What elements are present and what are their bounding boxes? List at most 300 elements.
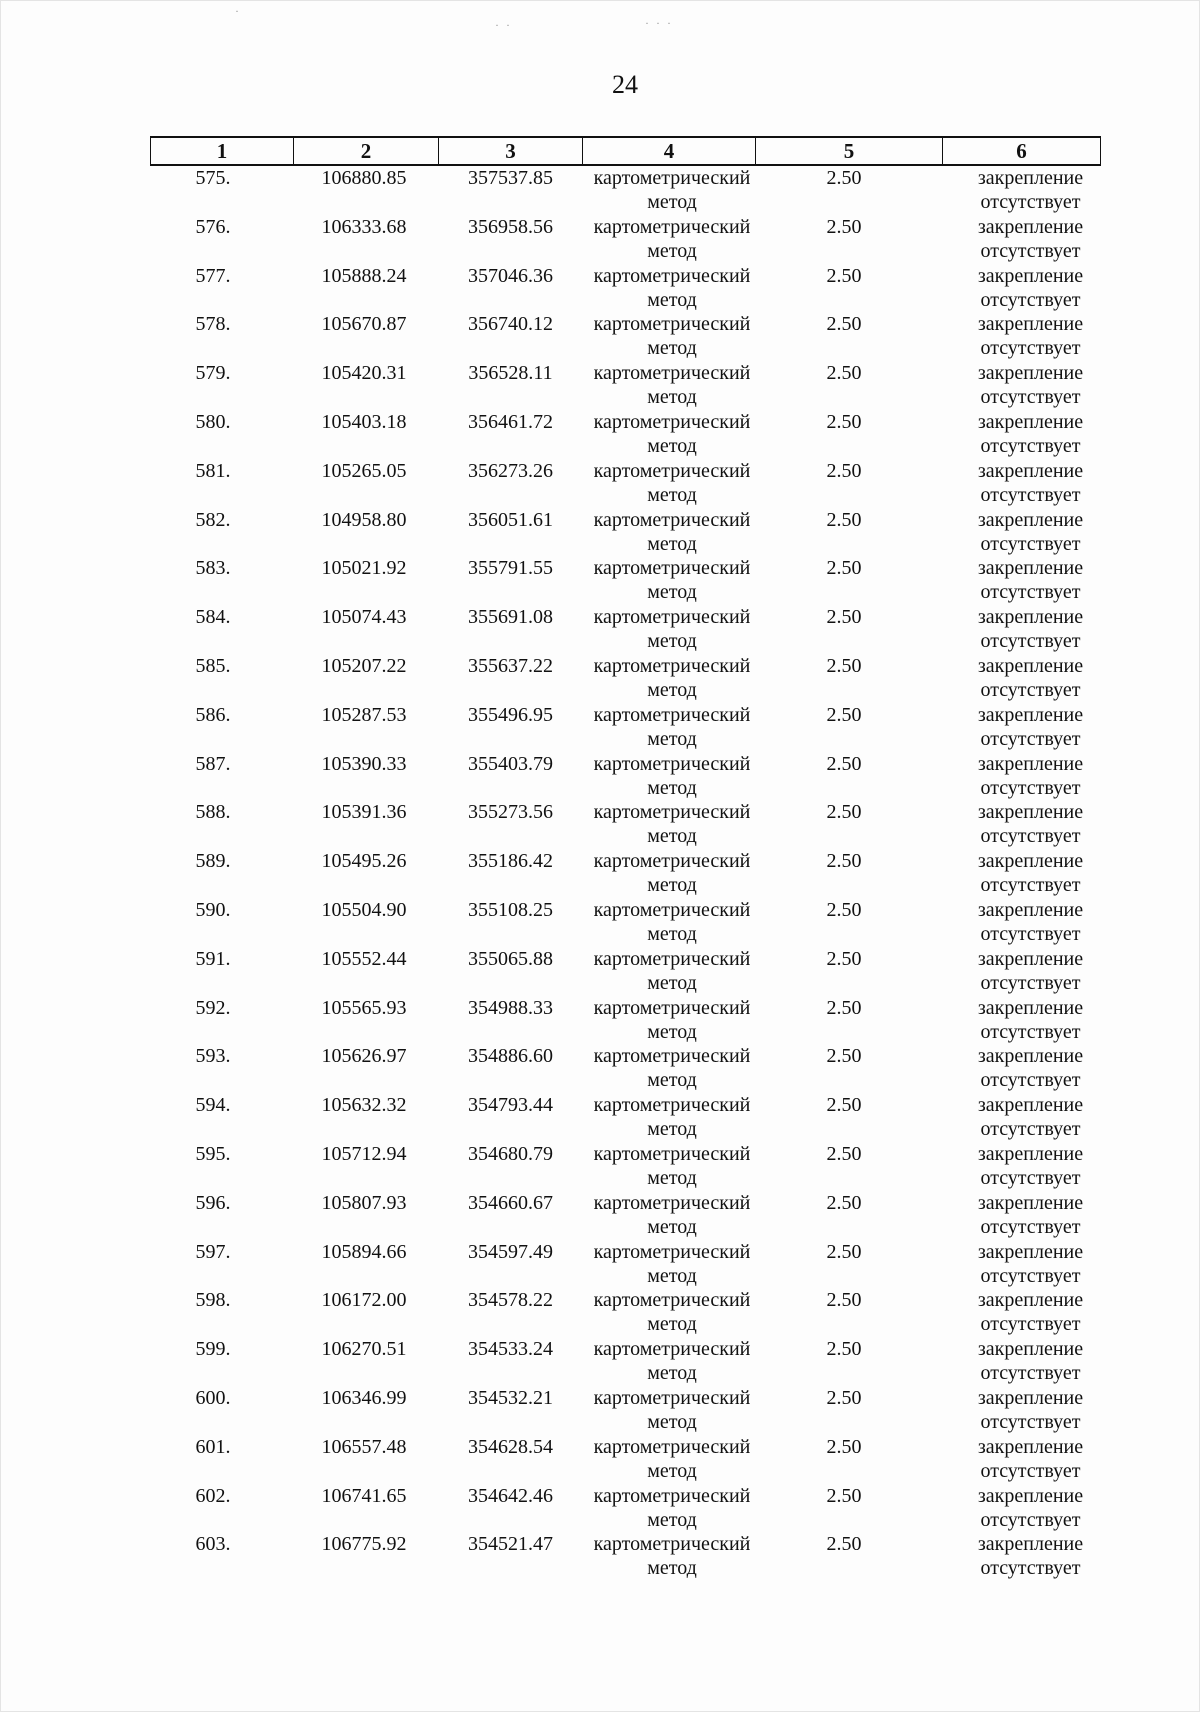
point-number-cell: 589. <box>195 850 231 873</box>
method-text-line: метод <box>647 1362 697 1385</box>
method-cell <box>583 1240 756 1289</box>
y-coordinate-cell: 354628.54 <box>468 1435 553 1458</box>
y-coordinate-cell: 354597.49 <box>468 1240 553 1263</box>
y-coordinate-cell: 354793.44 <box>468 1094 553 1117</box>
point-number-cell: 599. <box>195 1338 231 1361</box>
method-cell <box>583 1191 756 1240</box>
fixing-text-line: закрепление <box>977 996 1084 1019</box>
fixing-text-line: отсутствует <box>980 1215 1081 1238</box>
fixing-text-line: отсутствует <box>980 337 1081 360</box>
method-text-line: картометрический <box>593 362 751 385</box>
table-row <box>151 508 1101 557</box>
fixing-text-line: отсутствует <box>980 483 1081 506</box>
fixing-description-cell <box>943 849 1101 898</box>
y-coordinate-cell: 355791.55 <box>468 557 553 580</box>
accuracy-cell: 2.50 <box>826 1045 862 1068</box>
y-coordinate-cell: 354532.21 <box>468 1386 553 1409</box>
x-coordinate-cell: 105287.53 <box>321 703 407 726</box>
accuracy-cell: 2.50 <box>826 703 862 726</box>
fixing-description-cell <box>943 947 1101 996</box>
x-coordinate-cell: 105552.44 <box>321 947 407 970</box>
x-coordinate-cell: 106557.48 <box>321 1435 407 1458</box>
fixing-text-line: отсутствует <box>980 825 1081 848</box>
method-cell <box>583 264 756 313</box>
fixing-text-line: отсутствует <box>980 386 1081 409</box>
method-cell <box>583 508 756 557</box>
accuracy-cell: 2.50 <box>826 1435 862 1458</box>
accuracy-cell: 2.50 <box>826 1533 862 1556</box>
point-number-cell: 591. <box>195 947 231 970</box>
fixing-text-line: закрепление <box>977 703 1084 726</box>
point-number-cell: 575. <box>195 167 231 189</box>
fixing-description-cell <box>943 165 1101 215</box>
method-cell <box>583 459 756 508</box>
method-cell <box>583 1386 756 1435</box>
method-cell <box>583 410 756 459</box>
fixing-text-line: отсутствует <box>980 581 1081 604</box>
method-cell <box>583 752 756 801</box>
accuracy-cell: 2.50 <box>826 410 862 433</box>
fixing-text-line: закрепление <box>977 801 1084 824</box>
method-text-line: картометрический <box>593 459 751 482</box>
fixing-description-cell <box>943 1337 1101 1386</box>
fixing-text-line: отсутствует <box>980 288 1081 311</box>
fixing-text-line: закрепление <box>977 1191 1084 1214</box>
method-text-line: метод <box>647 386 697 409</box>
fixing-text-line: закрепление <box>977 1289 1084 1312</box>
point-number-cell: 584. <box>195 606 231 629</box>
fixing-text-line: закрепление <box>977 508 1084 531</box>
method-text-line: метод <box>647 434 697 457</box>
method-text-line: метод <box>647 630 697 653</box>
fixing-text-line: отсутствует <box>980 532 1081 555</box>
point-number-cell: 581. <box>195 459 231 482</box>
x-coordinate-cell: 105504.90 <box>321 898 407 921</box>
accuracy-cell: 2.50 <box>826 752 862 775</box>
method-text-line: картометрический <box>593 508 751 531</box>
y-coordinate-cell: 354988.33 <box>468 996 553 1019</box>
x-coordinate-cell: 106333.68 <box>321 215 407 238</box>
method-text-line: картометрический <box>593 850 751 873</box>
table-row <box>151 1240 1101 1289</box>
point-number-cell: 593. <box>195 1045 231 1068</box>
method-text-line: метод <box>647 776 697 799</box>
fixing-text-line: отсутствует <box>980 1118 1081 1141</box>
fixing-description-cell <box>943 1191 1101 1240</box>
method-text-line: картометрический <box>593 801 751 824</box>
method-text-line: картометрический <box>593 606 751 629</box>
table-row <box>151 849 1101 898</box>
table-row <box>151 947 1101 996</box>
fixing-description-cell <box>943 459 1101 508</box>
method-cell <box>583 800 756 849</box>
method-cell <box>583 361 756 410</box>
fixing-text-line: отсутствует <box>980 1557 1081 1580</box>
table-row <box>151 361 1101 410</box>
fixing-text-line: закрепление <box>977 898 1084 921</box>
x-coordinate-cell: 105632.32 <box>321 1094 407 1117</box>
accuracy-cell: 2.50 <box>826 264 862 287</box>
table-row <box>151 264 1101 313</box>
fixing-text-line: закрепление <box>977 1338 1084 1361</box>
method-cell <box>583 165 756 215</box>
method-text-line: картометрический <box>593 410 751 433</box>
page-number: 24 <box>612 70 638 99</box>
fixing-description-cell <box>943 1484 1101 1533</box>
y-coordinate-cell: 355186.42 <box>468 850 553 873</box>
point-number-cell: 600. <box>195 1386 231 1409</box>
accuracy-cell: 2.50 <box>826 1142 862 1165</box>
method-cell <box>583 215 756 264</box>
table-row <box>151 312 1101 361</box>
accuracy-cell: 2.50 <box>826 167 862 189</box>
method-text-line: картометрический <box>593 557 751 580</box>
column-header-1: 1 <box>151 137 294 165</box>
table-row <box>151 1288 1101 1337</box>
fixing-description-cell <box>943 800 1101 849</box>
method-text-line: картометрический <box>593 1045 751 1068</box>
accuracy-cell: 2.50 <box>826 459 862 482</box>
table-row <box>151 459 1101 508</box>
method-text-line: метод <box>647 678 697 701</box>
accuracy-cell: 2.50 <box>826 996 862 1019</box>
point-number-cell: 590. <box>195 898 231 921</box>
method-text-line: картометрический <box>593 1094 751 1117</box>
table-row <box>151 605 1101 654</box>
fixing-text-line: закрепление <box>977 850 1084 873</box>
method-text-line: метод <box>647 581 697 604</box>
x-coordinate-cell: 105888.24 <box>321 264 407 287</box>
point-number-cell: 598. <box>195 1289 231 1312</box>
fixing-text-line: отсутствует <box>980 239 1081 262</box>
method-text-line: картометрический <box>593 947 751 970</box>
table-row <box>151 215 1101 264</box>
table-row <box>151 556 1101 605</box>
fixing-description-cell <box>943 1142 1101 1191</box>
scan-speck: · · · <box>645 16 673 30</box>
method-text-line: картометрический <box>593 313 751 336</box>
table-row <box>151 654 1101 703</box>
x-coordinate-cell: 105807.93 <box>321 1191 407 1214</box>
table-row <box>151 1337 1101 1386</box>
x-coordinate-cell: 105626.97 <box>321 1045 407 1068</box>
method-text-line: метод <box>647 483 697 506</box>
fixing-text-line: закрепление <box>977 1142 1084 1165</box>
method-text-line: метод <box>647 288 697 311</box>
method-text-line: метод <box>647 1166 697 1189</box>
point-number-cell: 586. <box>195 703 231 726</box>
fixing-text-line: закрепление <box>977 167 1084 189</box>
point-number-cell: 580. <box>195 410 231 433</box>
method-text-line: метод <box>647 1069 697 1092</box>
method-cell <box>583 654 756 703</box>
table-row <box>151 898 1101 947</box>
method-text-line: метод <box>647 532 697 555</box>
x-coordinate-cell: 106775.92 <box>321 1533 407 1556</box>
table-row <box>151 800 1101 849</box>
point-number-cell: 596. <box>195 1191 231 1214</box>
y-coordinate-cell: 356740.12 <box>468 313 553 336</box>
accuracy-cell: 2.50 <box>826 1094 862 1117</box>
method-text-line: метод <box>647 825 697 848</box>
scan-speck: · <box>235 4 241 18</box>
table-row <box>151 1093 1101 1142</box>
accuracy-cell: 2.50 <box>826 362 862 385</box>
fixing-description-cell <box>943 215 1101 264</box>
x-coordinate-cell: 106741.65 <box>321 1484 407 1507</box>
fixing-text-line: закрепление <box>977 1094 1084 1117</box>
method-text-line: метод <box>647 1264 697 1287</box>
method-text-line: метод <box>647 727 697 750</box>
coordinates-table <box>150 136 1101 1581</box>
fixing-text-line: отсутствует <box>980 630 1081 653</box>
method-text-line: метод <box>647 1508 697 1531</box>
header-row <box>151 137 1101 165</box>
x-coordinate-cell: 105403.18 <box>321 410 407 433</box>
fixing-text-line: отсутствует <box>980 874 1081 897</box>
method-cell <box>583 996 756 1045</box>
method-text-line: картометрический <box>593 752 751 775</box>
fixing-description-cell <box>943 1240 1101 1289</box>
y-coordinate-cell: 354886.60 <box>468 1045 553 1068</box>
accuracy-cell: 2.50 <box>826 947 862 970</box>
method-text-line: метод <box>647 874 697 897</box>
accuracy-cell: 2.50 <box>826 801 862 824</box>
column-header-2: 2 <box>294 137 439 165</box>
table-row <box>151 1386 1101 1435</box>
point-number-cell: 597. <box>195 1240 231 1263</box>
y-coordinate-cell: 354642.46 <box>468 1484 553 1507</box>
point-number-cell: 585. <box>195 654 231 677</box>
point-number-cell: 595. <box>195 1142 231 1165</box>
x-coordinate-cell: 106880.85 <box>321 167 407 189</box>
method-cell <box>583 1142 756 1191</box>
accuracy-cell: 2.50 <box>826 557 862 580</box>
method-text-line: картометрический <box>593 1435 751 1458</box>
method-text-line: метод <box>647 337 697 360</box>
fixing-description-cell <box>943 556 1101 605</box>
fixing-text-line: закрепление <box>977 362 1084 385</box>
point-number-cell: 582. <box>195 508 231 531</box>
fixing-text-line: отсутствует <box>980 1166 1081 1189</box>
fixing-text-line: отсутствует <box>980 1020 1081 1043</box>
x-coordinate-cell: 105207.22 <box>321 654 407 677</box>
method-cell <box>583 1484 756 1533</box>
y-coordinate-cell: 357537.85 <box>468 167 553 189</box>
fixing-text-line: закрепление <box>977 1484 1084 1507</box>
fixing-text-line: закрепление <box>977 313 1084 336</box>
y-coordinate-cell: 355403.79 <box>468 752 553 775</box>
y-coordinate-cell: 354521.47 <box>468 1533 553 1556</box>
method-cell <box>583 1288 756 1337</box>
accuracy-cell: 2.50 <box>826 1338 862 1361</box>
column-header-5: 5 <box>756 137 943 165</box>
y-coordinate-cell: 354680.79 <box>468 1142 553 1165</box>
accuracy-cell: 2.50 <box>826 1240 862 1263</box>
fixing-description-cell <box>943 1044 1101 1093</box>
fixing-text-line: закрепление <box>977 1533 1084 1556</box>
x-coordinate-cell: 105565.93 <box>321 996 407 1019</box>
fixing-text-line: отсутствует <box>980 1459 1081 1482</box>
point-number-cell: 579. <box>195 362 231 385</box>
accuracy-cell: 2.50 <box>826 850 862 873</box>
y-coordinate-cell: 354660.67 <box>468 1191 553 1214</box>
fixing-text-line: отсутствует <box>980 922 1081 945</box>
fixing-text-line: отсутствует <box>980 727 1081 750</box>
method-text-line: картометрический <box>593 1484 751 1507</box>
method-text-line: картометрический <box>593 996 751 1019</box>
coordinates-table-container <box>150 136 1100 1581</box>
accuracy-cell: 2.50 <box>826 898 862 921</box>
point-number-cell: 577. <box>195 264 231 287</box>
table-row <box>151 703 1101 752</box>
method-text-line: метод <box>647 1313 697 1336</box>
column-header-3: 3 <box>439 137 583 165</box>
x-coordinate-cell: 105420.31 <box>321 362 407 385</box>
x-coordinate-cell: 106172.00 <box>321 1289 407 1312</box>
y-coordinate-cell: 355496.95 <box>468 703 553 726</box>
x-coordinate-cell: 105495.26 <box>321 850 407 873</box>
fixing-description-cell <box>943 410 1101 459</box>
fixing-text-line: закрепление <box>977 459 1084 482</box>
y-coordinate-cell: 355637.22 <box>468 654 553 677</box>
method-text-line: картометрический <box>593 167 751 189</box>
y-coordinate-cell: 356528.11 <box>468 362 553 385</box>
fixing-text-line: отсутствует <box>980 971 1081 994</box>
scan-speck: · · <box>495 18 512 32</box>
fixing-description-cell <box>943 1435 1101 1484</box>
method-text-line: метод <box>647 191 697 213</box>
point-number-cell: 588. <box>195 801 231 824</box>
method-text-line: картометрический <box>593 1289 751 1312</box>
fixing-text-line: закрепление <box>977 215 1084 238</box>
fixing-text-line: закрепление <box>977 264 1084 287</box>
y-coordinate-cell: 356051.61 <box>468 508 553 531</box>
table-row <box>151 1435 1101 1484</box>
x-coordinate-cell: 105894.66 <box>321 1240 407 1263</box>
method-text-line: метод <box>647 1459 697 1482</box>
y-coordinate-cell: 354578.22 <box>468 1289 553 1312</box>
method-cell <box>583 898 756 947</box>
fixing-description-cell <box>943 1386 1101 1435</box>
fixing-description-cell <box>943 361 1101 410</box>
method-cell <box>583 1093 756 1142</box>
accuracy-cell: 2.50 <box>826 215 862 238</box>
fixing-description-cell <box>943 1532 1101 1581</box>
accuracy-cell: 2.50 <box>826 313 862 336</box>
method-cell <box>583 556 756 605</box>
x-coordinate-cell: 105391.36 <box>321 801 407 824</box>
method-text-line: картометрический <box>593 1533 751 1556</box>
method-text-line: картометрический <box>593 898 751 921</box>
method-cell <box>583 312 756 361</box>
method-text-line: метод <box>647 1557 697 1580</box>
x-coordinate-cell: 106346.99 <box>321 1386 407 1409</box>
fixing-text-line: закрепление <box>977 1240 1084 1263</box>
x-coordinate-cell: 106270.51 <box>321 1338 407 1361</box>
table-row <box>151 752 1101 801</box>
fixing-text-line: закрепление <box>977 1435 1084 1458</box>
accuracy-cell: 2.50 <box>826 508 862 531</box>
fixing-description-cell <box>943 1093 1101 1142</box>
fixing-text-line: отсутствует <box>980 776 1081 799</box>
table-row <box>151 1532 1101 1581</box>
method-text-line: картометрический <box>593 1338 751 1361</box>
fixing-text-line: закрепление <box>977 557 1084 580</box>
fixing-text-line: отсутствует <box>980 1362 1081 1385</box>
fixing-description-cell <box>943 996 1101 1045</box>
method-text-line: картометрический <box>593 703 751 726</box>
method-cell <box>583 947 756 996</box>
fixing-description-cell <box>943 703 1101 752</box>
point-number-cell: 587. <box>195 752 231 775</box>
method-text-line: картометрический <box>593 654 751 677</box>
table-row <box>151 1191 1101 1240</box>
x-coordinate-cell: 104958.80 <box>321 508 407 531</box>
x-coordinate-cell: 105021.92 <box>321 557 407 580</box>
method-cell <box>583 1435 756 1484</box>
point-number-cell: 602. <box>195 1484 231 1507</box>
fixing-text-line: отсутствует <box>980 434 1081 457</box>
fixing-text-line: отсутствует <box>980 1264 1081 1287</box>
fixing-text-line: закрепление <box>977 606 1084 629</box>
point-number-cell: 576. <box>195 215 231 238</box>
fixing-text-line: закрепление <box>977 1045 1084 1068</box>
fixing-text-line: отсутствует <box>980 191 1081 213</box>
fixing-text-line: закрепление <box>977 1386 1084 1409</box>
accuracy-cell: 2.50 <box>826 1191 862 1214</box>
method-cell <box>583 1044 756 1093</box>
fixing-text-line: отсутствует <box>980 1313 1081 1336</box>
x-coordinate-cell: 105390.33 <box>321 752 407 775</box>
method-text-line: метод <box>647 239 697 262</box>
fixing-description-cell <box>943 264 1101 313</box>
y-coordinate-cell: 355065.88 <box>468 947 553 970</box>
accuracy-cell: 2.50 <box>826 1289 862 1312</box>
method-text-line: картометрический <box>593 1240 751 1263</box>
table-row <box>151 1484 1101 1533</box>
point-number-cell: 594. <box>195 1094 231 1117</box>
y-coordinate-cell: 356273.26 <box>468 459 553 482</box>
method-text-line: картометрический <box>593 1191 751 1214</box>
method-text-line: картометрический <box>593 264 751 287</box>
column-header-6: 6 <box>943 137 1101 165</box>
method-text-line: метод <box>647 1215 697 1238</box>
fixing-text-line: отсутствует <box>980 1508 1081 1531</box>
table-row <box>151 1142 1101 1191</box>
y-coordinate-cell: 355691.08 <box>468 606 553 629</box>
point-number-cell: 578. <box>195 313 231 336</box>
method-text-line: картометрический <box>593 215 751 238</box>
column-header-4: 4 <box>583 137 756 165</box>
y-coordinate-cell: 354533.24 <box>468 1338 553 1361</box>
point-number-cell: 601. <box>195 1435 231 1458</box>
method-text-line: метод <box>647 1118 697 1141</box>
method-cell <box>583 1337 756 1386</box>
fixing-text-line: закрепление <box>977 947 1084 970</box>
point-number-cell: 592. <box>195 996 231 1019</box>
table-row <box>151 165 1101 215</box>
x-coordinate-cell: 105670.87 <box>321 313 407 336</box>
table-row <box>151 996 1101 1045</box>
fixing-text-line: закрепление <box>977 410 1084 433</box>
fixing-description-cell <box>943 752 1101 801</box>
method-cell <box>583 849 756 898</box>
x-coordinate-cell: 105265.05 <box>321 459 407 482</box>
method-text-line: метод <box>647 1410 697 1433</box>
accuracy-cell: 2.50 <box>826 606 862 629</box>
method-cell <box>583 703 756 752</box>
